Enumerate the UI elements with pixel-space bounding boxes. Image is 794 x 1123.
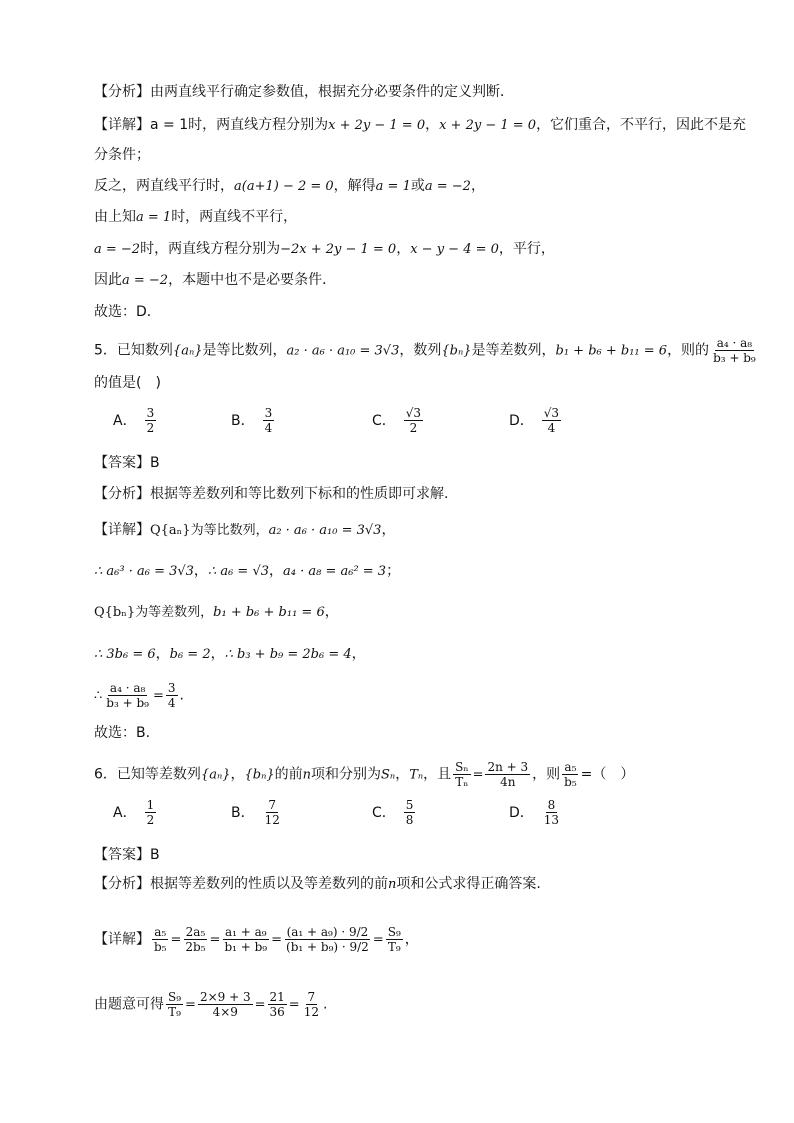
fraction xyxy=(183,925,207,954)
text: ，平行， xyxy=(498,241,555,257)
fraction xyxy=(198,990,253,1019)
fraction xyxy=(453,760,470,789)
text: ， xyxy=(230,766,245,783)
equation: −2x + 2y − 1 = 0 xyxy=(280,242,397,257)
equation: Sₙ xyxy=(381,767,396,783)
text: =（ ） xyxy=(580,766,635,783)
fraction-denominator: 13 xyxy=(543,813,560,827)
text: = xyxy=(209,932,221,948)
fraction-denominator: 4 xyxy=(264,421,273,435)
text: ， xyxy=(396,241,411,257)
fraction-denominator: 12 xyxy=(303,1005,319,1019)
text: Q{bₙ}为等差数列， xyxy=(94,605,214,620)
equation: ∴ a₆ = √3 xyxy=(207,564,269,579)
text: ，则的 xyxy=(667,342,710,359)
text: ， xyxy=(324,604,339,620)
equation: Tₙ xyxy=(409,767,424,783)
analysis-text: 根据等差数列的性质以及等差数列的前 xyxy=(150,876,388,892)
fraction xyxy=(542,406,561,435)
option-label: A． xyxy=(113,804,137,821)
detail-tag: 【详解】 xyxy=(94,117,150,133)
fraction-numerator: S₉ xyxy=(387,925,401,939)
q5-answer-choice: 故选：B. xyxy=(94,725,151,741)
equation: x + 2y − 1 = 0 xyxy=(439,118,537,133)
fraction-numerator: 3 xyxy=(264,406,273,420)
q4-detail-line-6 xyxy=(94,270,336,291)
analysis-tag: 【分析】 xyxy=(94,876,150,892)
detail-tag: 【详解】 xyxy=(94,522,150,538)
fraction-denominator: 2 xyxy=(409,421,418,435)
fraction xyxy=(542,798,561,827)
fraction-numerator: 21 xyxy=(269,990,285,1004)
fraction xyxy=(386,925,403,954)
text: 5．已知数列 xyxy=(94,342,173,359)
equation: a = −2 xyxy=(94,242,141,257)
fraction xyxy=(152,925,169,954)
text: = xyxy=(254,997,266,1013)
text: ，本题中也不是必要条件． xyxy=(168,272,337,288)
q5-option-c[interactable] xyxy=(372,406,425,435)
fraction-denominator: T₉ xyxy=(387,940,401,954)
q6-option-d[interactable] xyxy=(509,798,563,827)
text: ，它们重合，不平行，因此不是充 xyxy=(536,117,747,133)
fraction xyxy=(263,798,282,827)
option-label: A． xyxy=(113,412,137,429)
fraction-denominator: (b₁ + b₉) · 9/2 xyxy=(286,940,369,954)
text: 由上知 xyxy=(94,209,136,225)
equation: a₂ · a₆ · a₁₀ = 3√3 xyxy=(268,523,382,538)
fraction-denominator: 36 xyxy=(269,1005,285,1019)
text: ，解得 xyxy=(333,178,376,194)
q5-detail-line-5 xyxy=(94,681,184,710)
q5-answer xyxy=(94,453,160,473)
fraction xyxy=(222,925,269,954)
q4-detail-line-5 xyxy=(94,239,555,260)
fraction-denominator: 4n xyxy=(500,775,516,789)
fraction-denominator: b₁ + b₉ xyxy=(224,940,268,954)
option-label: B． xyxy=(231,412,255,429)
equation: {aₙ} xyxy=(172,343,203,359)
fraction xyxy=(145,406,157,435)
fraction-numerator: √3 xyxy=(543,406,560,420)
equation: b₁ + b₆ + b₁₁ = 6 xyxy=(555,343,668,359)
fraction-numerator: 3 xyxy=(146,406,155,420)
answer-tag: 【答案】 xyxy=(94,455,150,471)
text: = xyxy=(185,997,196,1013)
analysis-text: 根据等差数列和等比数列下标和的性质即可求解. xyxy=(150,486,449,502)
q6-option-c[interactable] xyxy=(372,798,417,827)
fraction-numerator: a₄ · a₈ xyxy=(109,681,146,695)
q5-option-d[interactable] xyxy=(509,406,563,435)
fraction-denominator: b₃ + b₉ xyxy=(106,696,149,710)
equation: a = −2 xyxy=(122,273,169,288)
fraction xyxy=(404,406,423,435)
equation: {bₙ} xyxy=(244,767,275,783)
fraction-numerator: 2a₅ xyxy=(185,925,206,939)
fraction xyxy=(711,336,758,365)
equation: a = 1 xyxy=(136,210,172,225)
equation: a = 1 xyxy=(375,179,411,194)
q5-detail-line-2 xyxy=(94,561,400,582)
q5-stem xyxy=(94,336,760,365)
fraction-denominator: b₅ xyxy=(154,940,167,954)
text: ， xyxy=(155,646,170,662)
fraction xyxy=(166,681,178,710)
equation: a₂ · a₆ · a₁₀ = 3√3 xyxy=(286,343,400,359)
fraction xyxy=(263,406,275,435)
q6-option-b[interactable] xyxy=(231,798,284,827)
equation: a = −2 xyxy=(424,179,471,194)
text: = xyxy=(271,932,283,948)
q5-detail-line-1 xyxy=(94,520,395,541)
fraction-numerator: 2×9 + 3 xyxy=(199,990,251,1004)
q4-detail-line-4 xyxy=(94,207,297,228)
text: ，且 xyxy=(423,766,452,783)
option-label: D． xyxy=(509,804,534,821)
q6-detail-line-2 xyxy=(94,990,327,1019)
q6-detail-line-1 xyxy=(94,925,419,954)
text: 时，两直线方程分别为 xyxy=(140,241,281,257)
option-label: D． xyxy=(509,412,534,429)
fraction-denominator: b₅ xyxy=(564,775,577,789)
equation: a(a+1) − 2 = 0 xyxy=(234,179,334,194)
text: . xyxy=(322,996,328,1013)
fraction-denominator: 8 xyxy=(405,813,414,827)
text: 6．已知等差数列 xyxy=(94,766,201,783)
option-label: B． xyxy=(231,804,255,821)
text: 项和分别为 xyxy=(311,766,381,783)
answer-value: B xyxy=(150,455,160,471)
fraction-numerator: 3 xyxy=(167,681,176,695)
fraction-numerator: a₅ xyxy=(564,760,577,774)
fraction-denominator: 4 xyxy=(547,421,556,435)
text: a = 1时，两直线方程分别为 xyxy=(150,117,329,133)
text: ； xyxy=(386,563,401,579)
equation: a₄ · a₈ = a₆² = 3 xyxy=(283,564,387,579)
q6-answer xyxy=(94,845,160,865)
fraction-numerator: a₅ xyxy=(154,925,167,939)
equation: ∴ b₃ + b₉ = 2b₆ = 4 xyxy=(224,647,352,662)
text: = xyxy=(152,688,164,704)
q5-detail-line-4 xyxy=(94,644,366,665)
text: ，则 xyxy=(532,766,561,783)
fraction-numerator: 8 xyxy=(547,798,556,812)
fraction xyxy=(284,925,371,954)
text: 时，两直线不平行， xyxy=(171,209,298,225)
text: 是等比数列， xyxy=(202,342,287,359)
equation: ∴ 3b₆ = 6 xyxy=(94,647,156,662)
fraction-numerator: S₉ xyxy=(168,990,182,1004)
option-label: C． xyxy=(372,804,396,821)
equation: {bₙ} xyxy=(441,343,472,359)
q4-answer: 故选：D． xyxy=(94,304,161,320)
q5-detail-line-3 xyxy=(94,602,339,623)
fraction-numerator: 5 xyxy=(405,798,414,812)
equation: n xyxy=(302,767,311,783)
answer-value: B xyxy=(150,847,160,863)
fraction-numerator: Sₙ xyxy=(455,760,469,774)
analysis-text: 由两直线平行确定参数值，根据充分必要条件的定义判断． xyxy=(150,84,514,100)
q5-analysis xyxy=(94,484,448,504)
q5-stem-tail: 的值是( ) xyxy=(94,375,161,391)
answer-tag: 【答案】 xyxy=(94,847,150,863)
equation: b₁ + b₆ + b₁₁ = 6 xyxy=(213,605,325,620)
fraction-numerator: 1 xyxy=(146,798,155,812)
text: 由题意可得 xyxy=(94,996,164,1013)
fraction-numerator: 7 xyxy=(307,990,316,1004)
fraction xyxy=(166,990,183,1019)
fraction-denominator: 4×9 xyxy=(212,1005,238,1019)
fraction-denominator: Tₙ xyxy=(455,775,469,789)
fraction-denominator: b₃ + b₉ xyxy=(713,351,756,365)
text: ，数列 xyxy=(399,342,442,359)
text: 因此 xyxy=(94,272,122,288)
text: = xyxy=(472,767,484,783)
text: 反之，两直线平行时， xyxy=(94,178,234,194)
text: = xyxy=(372,932,384,948)
equation: {aₙ} xyxy=(200,767,231,783)
q4-detail-line-3 xyxy=(94,176,485,197)
text: 是等差数列， xyxy=(471,342,556,359)
q4-detail-line-1 xyxy=(94,115,746,136)
fraction-numerator: 7 xyxy=(268,798,277,812)
fraction-denominator: 2 xyxy=(146,421,155,435)
fraction-numerator: (a₁ + a₉) · 9/2 xyxy=(286,925,369,939)
q6-stem xyxy=(94,760,634,789)
fraction-denominator: 4 xyxy=(167,696,176,710)
text: ， xyxy=(381,522,396,538)
q4-analysis xyxy=(94,82,514,102)
text: = xyxy=(288,997,300,1013)
equation: x − y − 4 = 0 xyxy=(410,242,499,257)
fraction xyxy=(562,760,579,789)
equation: b₆ = 2 xyxy=(169,647,211,662)
text: ， xyxy=(395,766,410,783)
analysis-tag: 【分析】 xyxy=(94,486,150,502)
option-label: C． xyxy=(372,412,396,429)
equation: x + 2y − 1 = 0 xyxy=(328,118,426,133)
text: ∴ xyxy=(94,688,103,704)
q5-option-b[interactable] xyxy=(231,406,276,435)
equation: n xyxy=(388,877,397,892)
q4-detail-line-2: 分条件； xyxy=(94,147,150,163)
fraction-denominator: 2 xyxy=(146,813,155,827)
text: ， xyxy=(425,117,440,133)
fraction xyxy=(104,681,151,710)
fraction-denominator: 12 xyxy=(264,813,280,827)
fraction-numerator: a₁ + a₉ xyxy=(224,925,267,939)
text: ， xyxy=(470,178,485,194)
text: ， xyxy=(269,563,283,579)
fraction-numerator: √3 xyxy=(405,406,422,420)
q6-option-a[interactable] xyxy=(113,798,158,827)
fraction xyxy=(404,798,416,827)
text: . xyxy=(179,687,184,704)
q6-analysis xyxy=(94,874,541,895)
equation: ∴ a₆³ · a₆ = 3√3 xyxy=(94,564,194,579)
text: 或 xyxy=(410,178,425,194)
fraction-numerator: a₄ · a₈ xyxy=(716,336,753,350)
fraction-numerator: 2n + 3 xyxy=(487,760,529,774)
fraction xyxy=(268,990,287,1019)
fraction xyxy=(145,798,157,827)
text: ， xyxy=(210,646,225,662)
fraction-denominator: 2b₅ xyxy=(185,940,206,954)
fraction xyxy=(485,760,530,789)
fraction-denominator: T₉ xyxy=(168,1005,181,1019)
q5-option-a[interactable] xyxy=(113,406,158,435)
analysis-tag: 【分析】 xyxy=(94,84,150,100)
analysis-text: 项和公式求得正确答案. xyxy=(396,876,541,892)
text: Q{aₙ}为等比数列， xyxy=(150,523,269,538)
fraction xyxy=(302,990,321,1019)
text: ， xyxy=(404,931,419,948)
text: 的前 xyxy=(274,766,303,783)
text: ， xyxy=(193,563,208,579)
text: ， xyxy=(351,646,366,662)
detail-tag: 【详解】 xyxy=(94,931,150,948)
text: = xyxy=(170,932,182,948)
